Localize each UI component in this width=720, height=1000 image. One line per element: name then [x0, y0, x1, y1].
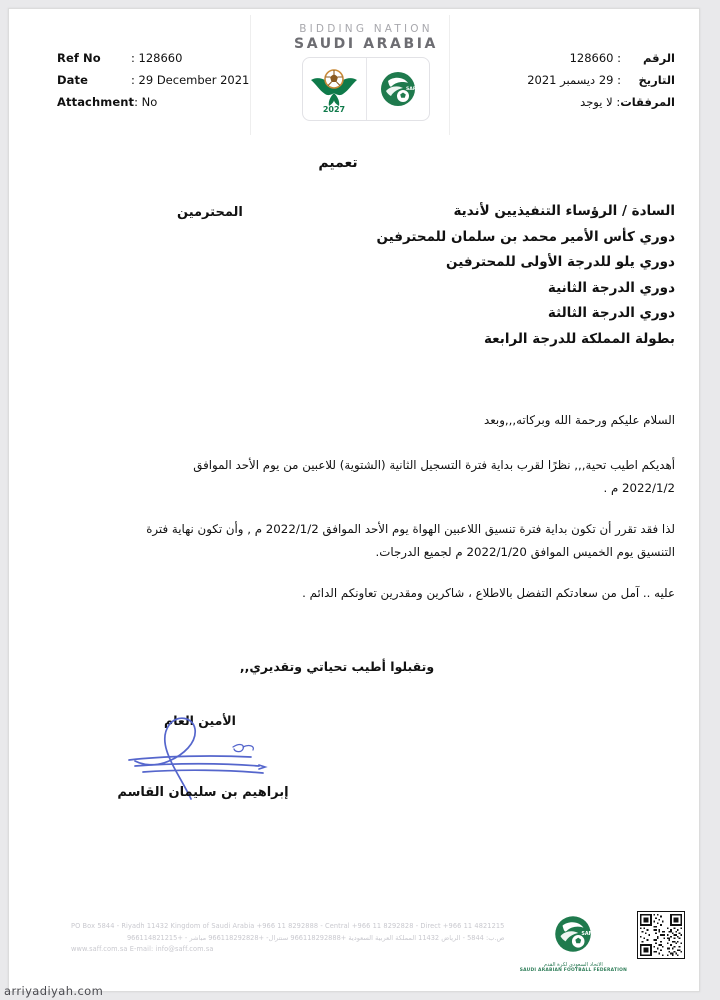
- footer-line-arabic: ص.ب: 5844 - الرياض 11432 المملكة العربية السعودية +966118292888 سنترال- +966118292828 مباشر - +966114821215: [126, 933, 505, 942]
- ref-no-label: Ref No: [57, 51, 101, 65]
- federation-name-english: SAUDI ARABIAN FOOTBALL FEDERATION: [519, 968, 627, 973]
- addressee-line: دوري الدرجة الثالثة: [547, 305, 675, 321]
- number-value-ar: : 128660: [569, 51, 621, 65]
- document-body: [127, 409, 675, 623]
- qr-code-icon[interactable]: [637, 911, 685, 959]
- attachment-value: : No: [134, 95, 158, 109]
- addressee-line: دوري كأس الأمير محمد بن سلمان للمحترفين: [376, 228, 675, 245]
- federation-name-arabic: الاتحاد السعودي لكرة القدم: [543, 962, 603, 968]
- document-title-text: تعميم: [318, 155, 358, 171]
- saff-emblem-icon: [376, 67, 420, 111]
- meta-row-ref: [57, 47, 249, 69]
- document-page: [8, 8, 700, 992]
- addressee-line: بطولة المملكة للدرجة الرابعة: [483, 330, 675, 347]
- header-divider-right: [449, 15, 450, 135]
- number-label-ar: الرقم: [643, 51, 675, 65]
- ref-no-value: : 128660: [131, 51, 183, 65]
- attachment-value-ar: : لا يوجد: [580, 95, 621, 109]
- date-label-ar: التاريخ: [638, 73, 675, 87]
- addressee-line: السادة / الرؤساء التنفيذيين لأندية: [453, 203, 675, 219]
- bidding-nation-logo-lockup: [292, 23, 440, 121]
- saff-logo-cell: [366, 58, 430, 120]
- site-watermark: arriyadiyah.com: [4, 984, 104, 998]
- english-meta-block: [57, 47, 249, 113]
- logo-box: [302, 57, 430, 121]
- footer-marks: [520, 911, 685, 973]
- closing-line: وتقبلوا أطيب تحياتي وتقديري,,: [239, 659, 435, 674]
- footer-line-web: www.saff.com.sa E-mail: info@saff.com.sa: [71, 945, 214, 953]
- addressee-line: دوري يلو للدرجة الأولى للمحترفين: [446, 254, 675, 270]
- meta-row-number-ar: [527, 47, 675, 69]
- body-paragraph-1: أهديكم اطيب تحية,,, نظرًا لقرب بداية فترة التسجيل الثانية (الشتوية) للاعبين من يوم الأحد الموافق 2022/1/2 م .: [193, 458, 675, 495]
- document-footer: [9, 907, 699, 983]
- addressee-list: [155, 199, 675, 352]
- signature-block: [93, 713, 313, 813]
- date-label: Date: [57, 73, 89, 87]
- arabic-meta-block: [527, 47, 675, 113]
- saff-wordmark-text: SAFF: [405, 87, 419, 92]
- meta-row-date-ar: [527, 69, 675, 91]
- date-value: : 29 December 2021: [131, 73, 250, 87]
- signatory-name: إبراهيم بن سليمان القاسم: [117, 785, 289, 800]
- saudi-arabia-label: SAUDI ARABIA: [294, 36, 438, 52]
- footer-saff-logo: [520, 911, 627, 973]
- header-divider-left: [250, 15, 251, 135]
- attachment-label-ar: المرفقات: [620, 95, 675, 109]
- bidding-nation-label: BIDDING NATION: [299, 23, 433, 35]
- saff-emblem-footer-icon: [550, 911, 596, 957]
- body-paragraph-3: عليه .. آمل من سعادتكم التفضل بالاطلاع ، شاكرين ومقدرين تعاونكم الدائم .: [302, 586, 675, 600]
- document-title: [9, 155, 699, 171]
- body-paragraph-2: لذا فقد تقرر أن تكون بداية فترة تنسيق اللاعبين الهواة يوم الأحد الموافق 2022/1/2 م , وأن تكون نهاية فترة التنسيق يوم الخميس الموافق 2022/1/20 م لجميع الدرجات.: [146, 522, 675, 559]
- meta-row-attachment-ar: [527, 91, 675, 113]
- document-header: [9, 9, 699, 139]
- respect-note: المحترمين: [177, 205, 243, 220]
- footer-contact-block: [71, 921, 504, 956]
- attachment-label: Attachment: [57, 95, 135, 109]
- meta-row-date: [57, 69, 249, 91]
- date-value-ar: : 29 ديسمبر 2021: [527, 73, 621, 87]
- greeting-paragraph: السلام عليكم ورحمة الله وبركاته,,,وبعد: [484, 413, 675, 427]
- meta-row-attachment: [57, 91, 249, 113]
- addressee-line: دوري الدرجة الثانية: [547, 279, 675, 296]
- bid-2027-logo-cell: [303, 58, 366, 120]
- asian-cup-bid-icon: [307, 64, 361, 114]
- footer-line-english: PO Box 5844 - Riyadh 11432 Kingdom of Saudi Arabia +966 11 8292888 - Central +966 11 8292828 - Direct +966 11 4821215: [71, 922, 505, 930]
- saff-wordmark-footer-text: SAFF: [581, 932, 596, 938]
- signatory-title: الأمين العام: [164, 713, 236, 728]
- bid-year-text: 2027: [323, 105, 346, 114]
